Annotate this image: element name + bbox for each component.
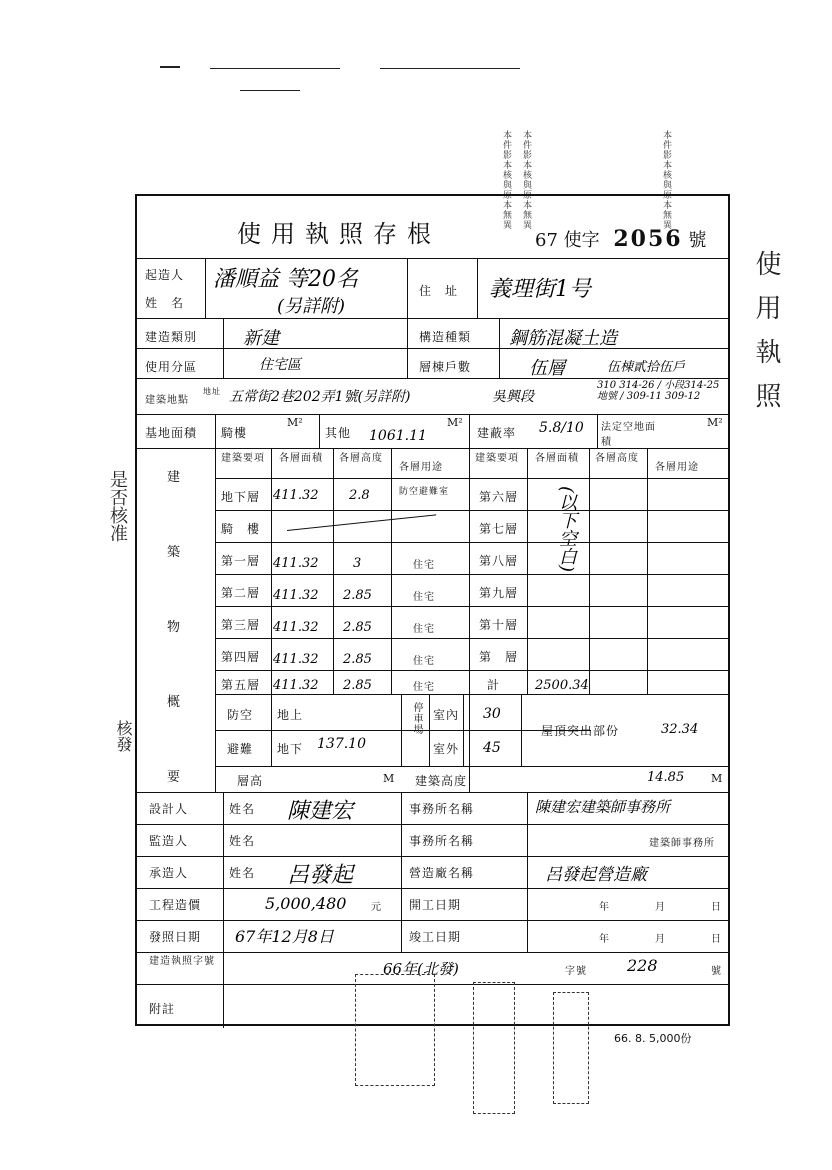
header-use-right: 各層用途 [655, 462, 699, 473]
license-label: 建造執照字號 [149, 956, 215, 967]
arcade-label: 騎樓 [221, 426, 248, 440]
contractor-firm-label: 營造廠名稱 [409, 866, 475, 880]
floor-row-right: 計 [487, 678, 501, 692]
license-value: 66年(北發) [383, 960, 459, 978]
designer-name: 陳建宏 [287, 799, 354, 824]
floors-value: 伍層 [529, 358, 565, 379]
license-num: 228 [627, 956, 658, 975]
coverage-label: 建蔽率 [477, 426, 517, 440]
floor-row-use: 住宅 [413, 624, 435, 635]
structure-label: 構造種類 [419, 330, 472, 344]
floor-row-area: 411.32 [273, 678, 319, 693]
site-section: 吳興段 [492, 389, 534, 405]
start-day: 日 [711, 902, 722, 913]
floor-row-height: 2.85 [343, 620, 372, 635]
site-area-label: 基地面積 [145, 426, 198, 440]
table-side-label-2: 築 [167, 545, 182, 560]
contractor-name-label: 姓名 [229, 866, 256, 880]
applicant-name: 潘順益 等20名 [213, 267, 358, 292]
floor-row-right: 第六層 [479, 490, 519, 504]
supervisor-name-label: 姓名 [229, 834, 256, 848]
applicant-address: 義理街1号 [489, 277, 591, 302]
shelter-label-1: 防空 [227, 708, 254, 722]
site-address: 五常街2巷202弄1號(另詳附) [229, 389, 411, 405]
unit-label: M² [447, 416, 463, 429]
other-label: 其他 [325, 426, 352, 440]
header-item: 建築要項 [221, 453, 265, 464]
contractor-name: 呂發起 [287, 863, 354, 888]
floors-label: 層棟戶數 [419, 360, 472, 374]
complete-month: 月 [655, 934, 666, 945]
structure-value: 鋼筋混凝土造 [509, 328, 617, 349]
floor-row-height: 2.85 [343, 588, 372, 603]
issue-value: 67年12月8日 [235, 927, 334, 946]
scan-mark [240, 90, 300, 91]
supervisor-office-suffix: 建築師事務所 [649, 838, 715, 849]
header-area-right: 各層面積 [535, 453, 579, 464]
scan-mark [380, 68, 520, 69]
floor-row-area: 411.32 [273, 588, 319, 603]
cost-value: 5,000,480 [265, 894, 347, 913]
floor-row-name: 第一層 [221, 554, 261, 568]
floor-row-right: 第八層 [479, 554, 519, 568]
floor-row-name: 第三層 [221, 618, 261, 632]
header-item-right: 建築要項 [475, 453, 519, 464]
floor-height-label: 層高 [237, 774, 264, 788]
floor-row-name: 第二層 [221, 586, 261, 600]
floor-row-name: 第四層 [221, 650, 261, 664]
other-area-value: 1061.11 [369, 428, 427, 444]
floor-row-height: 2.85 [343, 678, 372, 693]
complete-year: 年 [599, 934, 610, 945]
license-num-label: 字號 [565, 966, 587, 977]
open-space-label: 法定空地面積 [601, 422, 656, 448]
cost-unit: 元 [371, 902, 382, 913]
supervisor-office-label: 事務所名稱 [409, 834, 475, 848]
shelter-below-value: 137.10 [317, 736, 366, 752]
complete-day: 日 [711, 934, 722, 945]
applicant-label-2: 姓 名 [145, 296, 185, 310]
building-height-label: 建築高度 [415, 774, 468, 788]
shelter-label-2: 避難 [227, 742, 254, 756]
units-value: 伍棟貳拾伍戶 [607, 360, 686, 375]
margin-note: 是否核准 [107, 470, 128, 542]
certification-stamp-copy: 本件影本核與原本無異 [521, 130, 531, 230]
shelter-above: 地上 [277, 708, 304, 722]
applicant-label: 起造人 [145, 268, 185, 282]
table-side-label-5: 要 [167, 770, 182, 785]
permit-year: 67 [535, 230, 558, 251]
parking-indoor: 室內 [433, 708, 460, 722]
unit-label: M [711, 772, 723, 785]
site-sublabel: 地址 [203, 387, 221, 396]
print-note: 66. 8. 5,000份 [614, 1032, 692, 1045]
designer-name-label: 姓名 [229, 802, 256, 816]
roof-value: 32.34 [661, 722, 699, 737]
roof-label: 屋頂突出部份 [541, 724, 620, 738]
parking-indoor-value: 30 [483, 706, 501, 722]
permit-char: 使字 [563, 230, 600, 251]
permit-number-value: 2056 [613, 226, 683, 252]
floor-row-use: 住宅 [413, 592, 435, 603]
permit-suffix: 號 [688, 230, 707, 251]
right-margin-text: 使用執照 [751, 250, 781, 426]
designer-label: 設計人 [149, 802, 189, 816]
form-title: 使用執照存根 [237, 220, 441, 248]
parking-outdoor-value: 45 [483, 740, 501, 756]
floor-row-right: 第九層 [479, 586, 519, 600]
scan-mark [210, 68, 340, 69]
floor-row-name: 騎 樓 [221, 522, 261, 536]
building-height-value: 14.85 [647, 770, 685, 785]
floor-row-area: 411.32 [273, 488, 319, 503]
approval-stamp-2 [473, 982, 515, 1114]
floor-row-use: 住宅 [413, 682, 435, 693]
floor-row-right: 第十層 [479, 618, 519, 632]
floor-row-right: 第七層 [479, 522, 519, 536]
floor-row-area: 411.32 [273, 620, 319, 635]
table-side-label-1: 建 [167, 470, 182, 485]
floor-row-name: 地下層 [221, 490, 261, 504]
header-height-right: 各層高度 [595, 453, 639, 464]
floor-row-area: 411.32 [273, 556, 319, 571]
floor-row-height: 2.85 [343, 652, 372, 667]
license-suffix: 號 [711, 966, 722, 977]
unit-label: M² [287, 416, 303, 429]
lot-numbers: 310 314-26 / 小段314-25地號 / 309-11 309-12 [597, 380, 720, 402]
designer-office: 陳建宏建築師事務所 [535, 798, 671, 816]
header-height: 各層高度 [339, 453, 383, 464]
designer-office-label: 事務所名稱 [409, 802, 475, 816]
parking-outdoor: 室外 [433, 742, 460, 756]
total-area: 2500.34 [535, 678, 589, 693]
category-value: 新建 [243, 328, 279, 349]
floor-row-name: 第五層 [221, 678, 261, 692]
site-label: 建築地點 [145, 395, 189, 406]
floor-row-height: 2.8 [349, 488, 370, 503]
floor-row-height: 3 [353, 556, 362, 571]
address-label: 住 址 [419, 284, 459, 298]
zone-label: 使用分區 [145, 360, 198, 374]
zone-value: 住宅區 [259, 357, 301, 373]
floor-row-use: 防空避難室 [399, 487, 450, 497]
contractor-firm: 呂發起營造廠 [545, 865, 647, 885]
start-year: 年 [599, 902, 610, 913]
coverage-value: 5.8/10 [539, 420, 584, 436]
start-label: 開工日期 [409, 898, 462, 912]
floor-row-area: 411.32 [273, 652, 319, 667]
table-side-label-4: 概 [167, 695, 182, 710]
floor-row-use: 住宅 [413, 560, 435, 571]
header-use: 各層用途 [399, 462, 443, 473]
table-side-label-3: 物 [167, 620, 182, 635]
contractor-label: 承造人 [149, 866, 189, 880]
issue-label: 發照日期 [149, 930, 202, 944]
approval-stamp [355, 974, 435, 1086]
margin-note-lower: 核發 [114, 720, 133, 752]
category-label: 建造類別 [145, 330, 198, 344]
floor-row-use: 住宅 [413, 656, 435, 667]
parking-label: 停車場 [411, 702, 422, 735]
permit-number [535, 226, 706, 252]
start-month: 月 [655, 902, 666, 913]
applicant-name-note: (另詳附) [277, 296, 346, 317]
header-area: 各層面積 [279, 453, 323, 464]
floor-row-right: 第 層 [479, 650, 519, 664]
cost-label: 工程造價 [149, 898, 202, 912]
supervisor-label: 監造人 [149, 834, 189, 848]
permit-form [135, 194, 730, 1026]
approval-stamp-3 [553, 992, 589, 1104]
unit-label: M² [707, 416, 723, 429]
blank-below-note: (以下空白) [556, 486, 577, 573]
remarks-label: 附註 [149, 1002, 176, 1016]
scan-mark [160, 66, 180, 68]
complete-label: 竣工日期 [409, 930, 462, 944]
unit-label: M [383, 772, 395, 785]
shelter-below: 地下 [277, 742, 304, 756]
certification-stamp-right: 本件影本核與原本無異 [661, 130, 671, 230]
certification-stamp: 本件影本核與原本無異 [501, 130, 511, 230]
